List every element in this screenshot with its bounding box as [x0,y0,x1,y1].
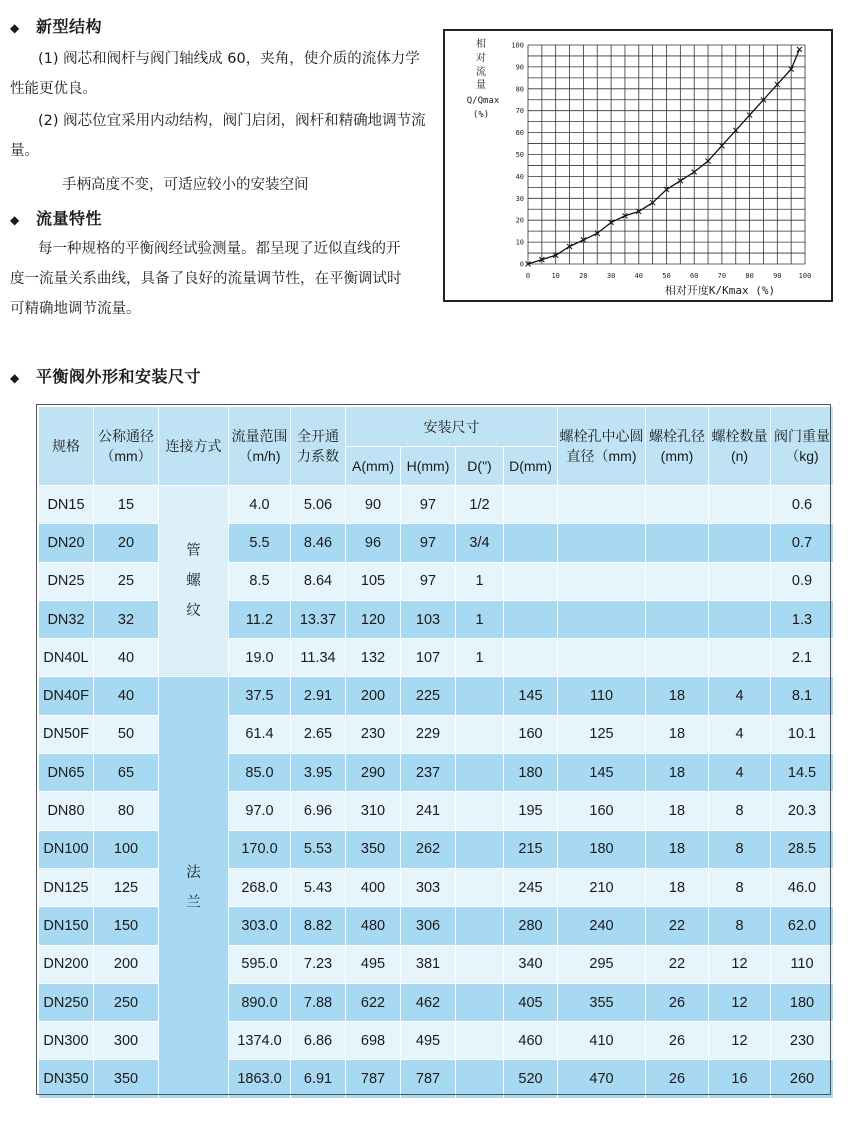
section-heading-structure [10,14,102,37]
cell-kv: 5.53 [291,830,346,868]
table-row [39,945,834,983]
table-row [39,524,834,562]
header-bolt-circle: 螺栓孔中心圆直径（mm) [558,407,646,486]
cell-h: 306 [401,907,456,945]
cell-bolt-circle: 355 [558,983,646,1021]
cell-bolt-circle [558,639,646,677]
cell-a: 200 [346,677,401,715]
cell-dn: 250 [94,983,159,1021]
header-kv: 全开通力系数 [291,407,346,486]
cell-dn: 300 [94,1022,159,1060]
cell-bolt-hole: 18 [646,792,709,830]
section-title: 新型结构 [36,17,103,36]
cell-dn: 25 [94,562,159,600]
cell-a: 787 [346,1060,401,1098]
cell-a: 90 [346,486,401,524]
cell-a: 480 [346,907,401,945]
cell-flow-range: 37.5 [229,677,291,715]
cell-flow-range: 5.5 [229,524,291,562]
cell-bolt-circle: 210 [558,868,646,906]
cell-kv: 8.64 [291,562,346,600]
cell-flow-range: 303.0 [229,907,291,945]
cell-dn: 100 [94,830,159,868]
cell-h: 229 [401,715,456,753]
cell-bolt-circle: 470 [558,1060,646,1098]
cell-d-mm: 340 [504,945,558,983]
cell-bolt-hole [646,639,709,677]
cell-kv: 2.91 [291,677,346,715]
table-row [39,792,834,830]
header-d-inch: D(") [456,447,504,486]
cell-flow-range: 85.0 [229,754,291,792]
cell-flow-range: 4.0 [229,486,291,524]
cell-bolt-hole: 18 [646,677,709,715]
cell-bolt-count: 8 [709,792,771,830]
cell-weight: 0.7 [771,524,834,562]
y-axis-label-line: 相 [476,39,486,50]
connection-char: 纹 [186,603,201,620]
cell-flow-range: 19.0 [229,639,291,677]
cell-bolt-count: 16 [709,1060,771,1098]
header-spec: 规格 [39,407,94,486]
cell-flow-range: 8.5 [229,562,291,600]
cell-spec: DN40L [39,639,94,677]
x-tick-label: 100 [798,272,812,280]
cell-a: 120 [346,600,401,638]
cell-weight: 62.0 [771,907,834,945]
cell-flow-range: 1374.0 [229,1022,291,1060]
cell-bolt-hole: 22 [646,945,709,983]
y-axis-label-line: 流 [476,67,486,78]
cell-weight: 8.1 [771,677,834,715]
cell-weight: 180 [771,983,834,1021]
header-h: H(mm) [401,447,456,486]
cell-kv: 3.95 [291,754,346,792]
cell-dn: 32 [94,600,159,638]
cell-spec: DN80 [39,792,94,830]
cell-d-mm: 405 [504,983,558,1021]
cell-kv: 6.86 [291,1022,346,1060]
cell-kv: 11.34 [291,639,346,677]
table-row [39,907,834,945]
cell-d-mm [504,486,558,524]
cell-weight: 1.3 [771,600,834,638]
cell-dn: 150 [94,907,159,945]
cell-spec: DN350 [39,1060,94,1098]
cell-kv: 2.65 [291,715,346,753]
cell-a: 698 [346,1022,401,1060]
y-tick-label: 100 [511,41,524,50]
cell-bolt-hole: 18 [646,868,709,906]
table-row [39,562,834,600]
cell-a: 495 [346,945,401,983]
cell-a: 230 [346,715,401,753]
section-heading-dimensions [10,364,201,387]
dimensions-table [38,406,834,1099]
cell-dn: 200 [94,945,159,983]
cell-d-mm: 195 [504,792,558,830]
table-row [39,1060,834,1098]
cell-spec: DN20 [39,524,94,562]
cell-weight: 260 [771,1060,834,1098]
cell-d-mm: 460 [504,1022,558,1060]
cell-h: 787 [401,1060,456,1098]
y-axis-label-line: (%) [472,110,490,120]
cell-weight: 2.1 [771,639,834,677]
cell-kv: 13.37 [291,600,346,638]
cell-bolt-count [709,486,771,524]
cell-h: 225 [401,677,456,715]
header-connection: 连接方式 [159,407,229,486]
cell-bolt-count [709,639,771,677]
cell-bolt-hole: 18 [646,754,709,792]
x-tick-label: 60 [689,272,699,280]
x-tick-label: 70 [717,272,727,280]
cell-bolt-count [709,600,771,638]
section-heading-flow [10,206,102,229]
connection-thread [159,486,229,677]
cell-bolt-count: 8 [709,868,771,906]
cell-bolt-circle: 240 [558,907,646,945]
header-flow-range: 流量范围（m/h) [229,407,291,486]
connection-char: 兰 [186,894,201,911]
x-tick-label: 30 [606,272,616,280]
cell-dn: 80 [94,792,159,830]
y-axis-label-line: 对 [476,53,486,64]
cell-d-mm: 145 [504,677,558,715]
cell-d-inch [456,715,504,753]
cell-a: 105 [346,562,401,600]
cell-d-inch [456,945,504,983]
header-bolt-count: 螺栓数量(n) [709,407,771,486]
cell-weight: 0.6 [771,486,834,524]
cell-h: 241 [401,792,456,830]
cell-h: 262 [401,830,456,868]
cell-bolt-circle: 410 [558,1022,646,1060]
cell-flow-range: 595.0 [229,945,291,983]
cell-bolt-count: 12 [709,983,771,1021]
cell-d-inch [456,677,504,715]
cell-weight: 46.0 [771,868,834,906]
structure-paragraph-2: (2) 阀芯位宜采用内动结构，阀门启闭，阀杆和精确地调节流量。 [10,113,426,159]
cell-weight: 28.5 [771,830,834,868]
cell-d-mm [504,524,558,562]
series-line [528,49,799,264]
connection-flange [159,677,229,1098]
connection-char: 管 [186,543,201,560]
cell-bolt-count: 8 [709,830,771,868]
cell-spec: DN40F [39,677,94,715]
x-axis-label: 相对开度K/Kmax (%) [664,284,776,297]
cell-bolt-count: 4 [709,677,771,715]
cell-bolt-circle [558,524,646,562]
cell-spec: DN32 [39,600,94,638]
cell-bolt-count: 4 [709,715,771,753]
y-tick-label: 60 [515,129,524,138]
y-tick-label: 20 [515,216,524,225]
cell-weight: 110 [771,945,834,983]
cell-d-inch [456,830,504,868]
structure-paragraph-1: (1) 阀芯和阀杆与阀门轴线成 60，夹角，使介质的流体力学性能更优良。 [10,51,420,97]
cell-a: 622 [346,983,401,1021]
cell-kv: 8.46 [291,524,346,562]
cell-bolt-circle: 180 [558,830,646,868]
chart-svg [445,31,831,300]
cell-h: 97 [401,562,456,600]
cell-spec: DN300 [39,1022,94,1060]
diamond-bullet-icon: ◆ [10,371,20,385]
cell-h: 381 [401,945,456,983]
cell-a: 310 [346,792,401,830]
cell-flow-range: 97.0 [229,792,291,830]
cell-d-inch [456,868,504,906]
cell-h: 237 [401,754,456,792]
cell-a: 96 [346,524,401,562]
cell-bolt-circle [558,486,646,524]
cell-spec: DN15 [39,486,94,524]
cell-bolt-hole: 26 [646,1060,709,1098]
cell-flow-range: 268.0 [229,868,291,906]
cell-bolt-hole [646,562,709,600]
cell-dn: 20 [94,524,159,562]
cell-h: 303 [401,868,456,906]
cell-spec: DN25 [39,562,94,600]
cell-d-inch [456,792,504,830]
cell-bolt-hole [646,486,709,524]
cell-bolt-hole [646,524,709,562]
cell-h: 462 [401,983,456,1021]
y-tick-label: 10 [515,238,524,247]
cell-bolt-circle: 125 [558,715,646,753]
x-tick-label: 10 [551,272,560,280]
cell-weight: 14.5 [771,754,834,792]
cell-bolt-count: 12 [709,1022,771,1060]
data-point-marker [797,47,802,52]
y-tick-label: 0 [519,260,524,269]
x-tick-label: 0 [525,272,531,280]
cell-h: 97 [401,486,456,524]
cell-d-mm [504,600,558,638]
table-row [39,715,834,753]
cell-dn: 15 [94,486,159,524]
y-tick-label: 30 [515,194,524,203]
header-weight: 阀门重量（kg) [771,407,834,486]
cell-d-inch: 3/4 [456,524,504,562]
cell-d-inch: 1/2 [456,486,504,524]
cell-spec: DN200 [39,945,94,983]
cell-bolt-hole [646,600,709,638]
cell-dn: 125 [94,868,159,906]
cell-bolt-count: 12 [709,945,771,983]
x-tick-label: 90 [773,272,782,280]
cell-bolt-hole: 22 [646,907,709,945]
cell-weight: 10.1 [771,715,834,753]
table-row [39,677,834,715]
header-a: A(mm) [346,447,401,486]
cell-d-inch [456,1022,504,1060]
cell-bolt-circle [558,562,646,600]
table-row [39,486,834,524]
cell-bolt-count [709,524,771,562]
cell-bolt-hole: 26 [646,1022,709,1060]
cell-h: 103 [401,600,456,638]
cell-weight: 230 [771,1022,834,1060]
cell-dn: 40 [94,639,159,677]
cell-d-mm: 245 [504,868,558,906]
x-tick-label: 40 [634,272,644,280]
header-bolt-hole: 螺栓孔径(mm) [646,407,709,486]
y-tick-label: 90 [515,63,524,72]
cell-spec: DN100 [39,830,94,868]
cell-kv: 5.43 [291,868,346,906]
cell-kv: 8.82 [291,907,346,945]
cell-bolt-count [709,562,771,600]
cell-bolt-circle [558,600,646,638]
cell-d-inch [456,907,504,945]
flow-characteristic-chart [443,29,833,302]
cell-flow-range: 890.0 [229,983,291,1021]
cell-d-mm: 520 [504,1060,558,1098]
y-tick-label: 80 [515,85,524,94]
cell-spec: DN250 [39,983,94,1021]
cell-h: 97 [401,524,456,562]
cell-spec: DN150 [39,907,94,945]
header-d-mm: D(mm) [504,447,558,486]
header-dn: 公称通径（mm） [94,407,159,486]
cell-dn: 40 [94,677,159,715]
cell-bolt-count: 4 [709,754,771,792]
cell-d-mm [504,562,558,600]
cell-spec: DN50F [39,715,94,753]
cell-a: 290 [346,754,401,792]
table-row [39,754,834,792]
cell-weight: 20.3 [771,792,834,830]
cell-bolt-circle: 110 [558,677,646,715]
cell-flow-range: 61.4 [229,715,291,753]
cell-dn: 350 [94,1060,159,1098]
flow-paragraph: 每一种规格的平衡阀经试验测量。都呈现了近似直线的开度一流量关系曲线，具备了良好的流量调节性，在平衡调试时可精确地调节流量。 [10,241,402,317]
table-row [39,600,834,638]
cell-d-mm: 280 [504,907,558,945]
cell-flow-range: 1863.0 [229,1060,291,1098]
connection-char: 法 [186,864,201,881]
y-axis-label-line: 量 [476,80,486,91]
table-row [39,1022,834,1060]
cell-bolt-count: 8 [709,907,771,945]
x-tick-label: 20 [579,272,588,280]
cell-spec: DN125 [39,868,94,906]
cell-spec: DN65 [39,754,94,792]
cell-a: 350 [346,830,401,868]
cell-bolt-circle: 295 [558,945,646,983]
cell-d-inch: 1 [456,562,504,600]
cell-d-inch: 1 [456,600,504,638]
cell-bolt-circle: 145 [558,754,646,792]
cell-d-inch [456,754,504,792]
cell-bolt-circle: 160 [558,792,646,830]
cell-bolt-hole: 18 [646,830,709,868]
cell-h: 107 [401,639,456,677]
cell-dn: 50 [94,715,159,753]
cell-kv: 6.91 [291,1060,346,1098]
y-axis-label-line: Q/Qmax [466,96,500,106]
cell-flow-range: 11.2 [229,600,291,638]
table-row [39,868,834,906]
section-title: 流量特性 [36,209,103,228]
y-tick-label: 70 [515,107,524,116]
cell-d-inch [456,983,504,1021]
section-title: 平衡阀外形和安装尺寸 [36,367,202,386]
y-tick-label: 40 [515,172,524,181]
connection-char: 螺 [186,573,201,590]
y-tick-label: 50 [515,151,524,159]
cell-kv: 6.96 [291,792,346,830]
cell-d-mm: 180 [504,754,558,792]
cell-d-mm: 215 [504,830,558,868]
table-row [39,639,834,677]
header-install-size: 安装尺寸 [346,407,558,447]
x-tick-label: 80 [745,272,754,280]
cell-weight: 0.9 [771,562,834,600]
table-row [39,830,834,868]
cell-a: 132 [346,639,401,677]
cell-d-mm: 160 [504,715,558,753]
cell-d-mm [504,639,558,677]
table-row [39,983,834,1021]
cell-kv: 7.88 [291,983,346,1021]
cell-d-inch [456,1060,504,1098]
cell-bolt-hole: 26 [646,983,709,1021]
cell-kv: 5.06 [291,486,346,524]
cell-flow-range: 170.0 [229,830,291,868]
cell-a: 400 [346,868,401,906]
x-tick-label: 50 [662,272,671,280]
cell-bolt-hole: 18 [646,715,709,753]
structure-paragraph-3: 手柄高度不变，可适应较小的安装空间 [62,177,309,193]
cell-dn: 65 [94,754,159,792]
cell-h: 495 [401,1022,456,1060]
cell-d-inch: 1 [456,639,504,677]
diamond-bullet-icon: ◆ [10,21,20,35]
diamond-bullet-icon: ◆ [10,213,20,227]
cell-kv: 7.23 [291,945,346,983]
